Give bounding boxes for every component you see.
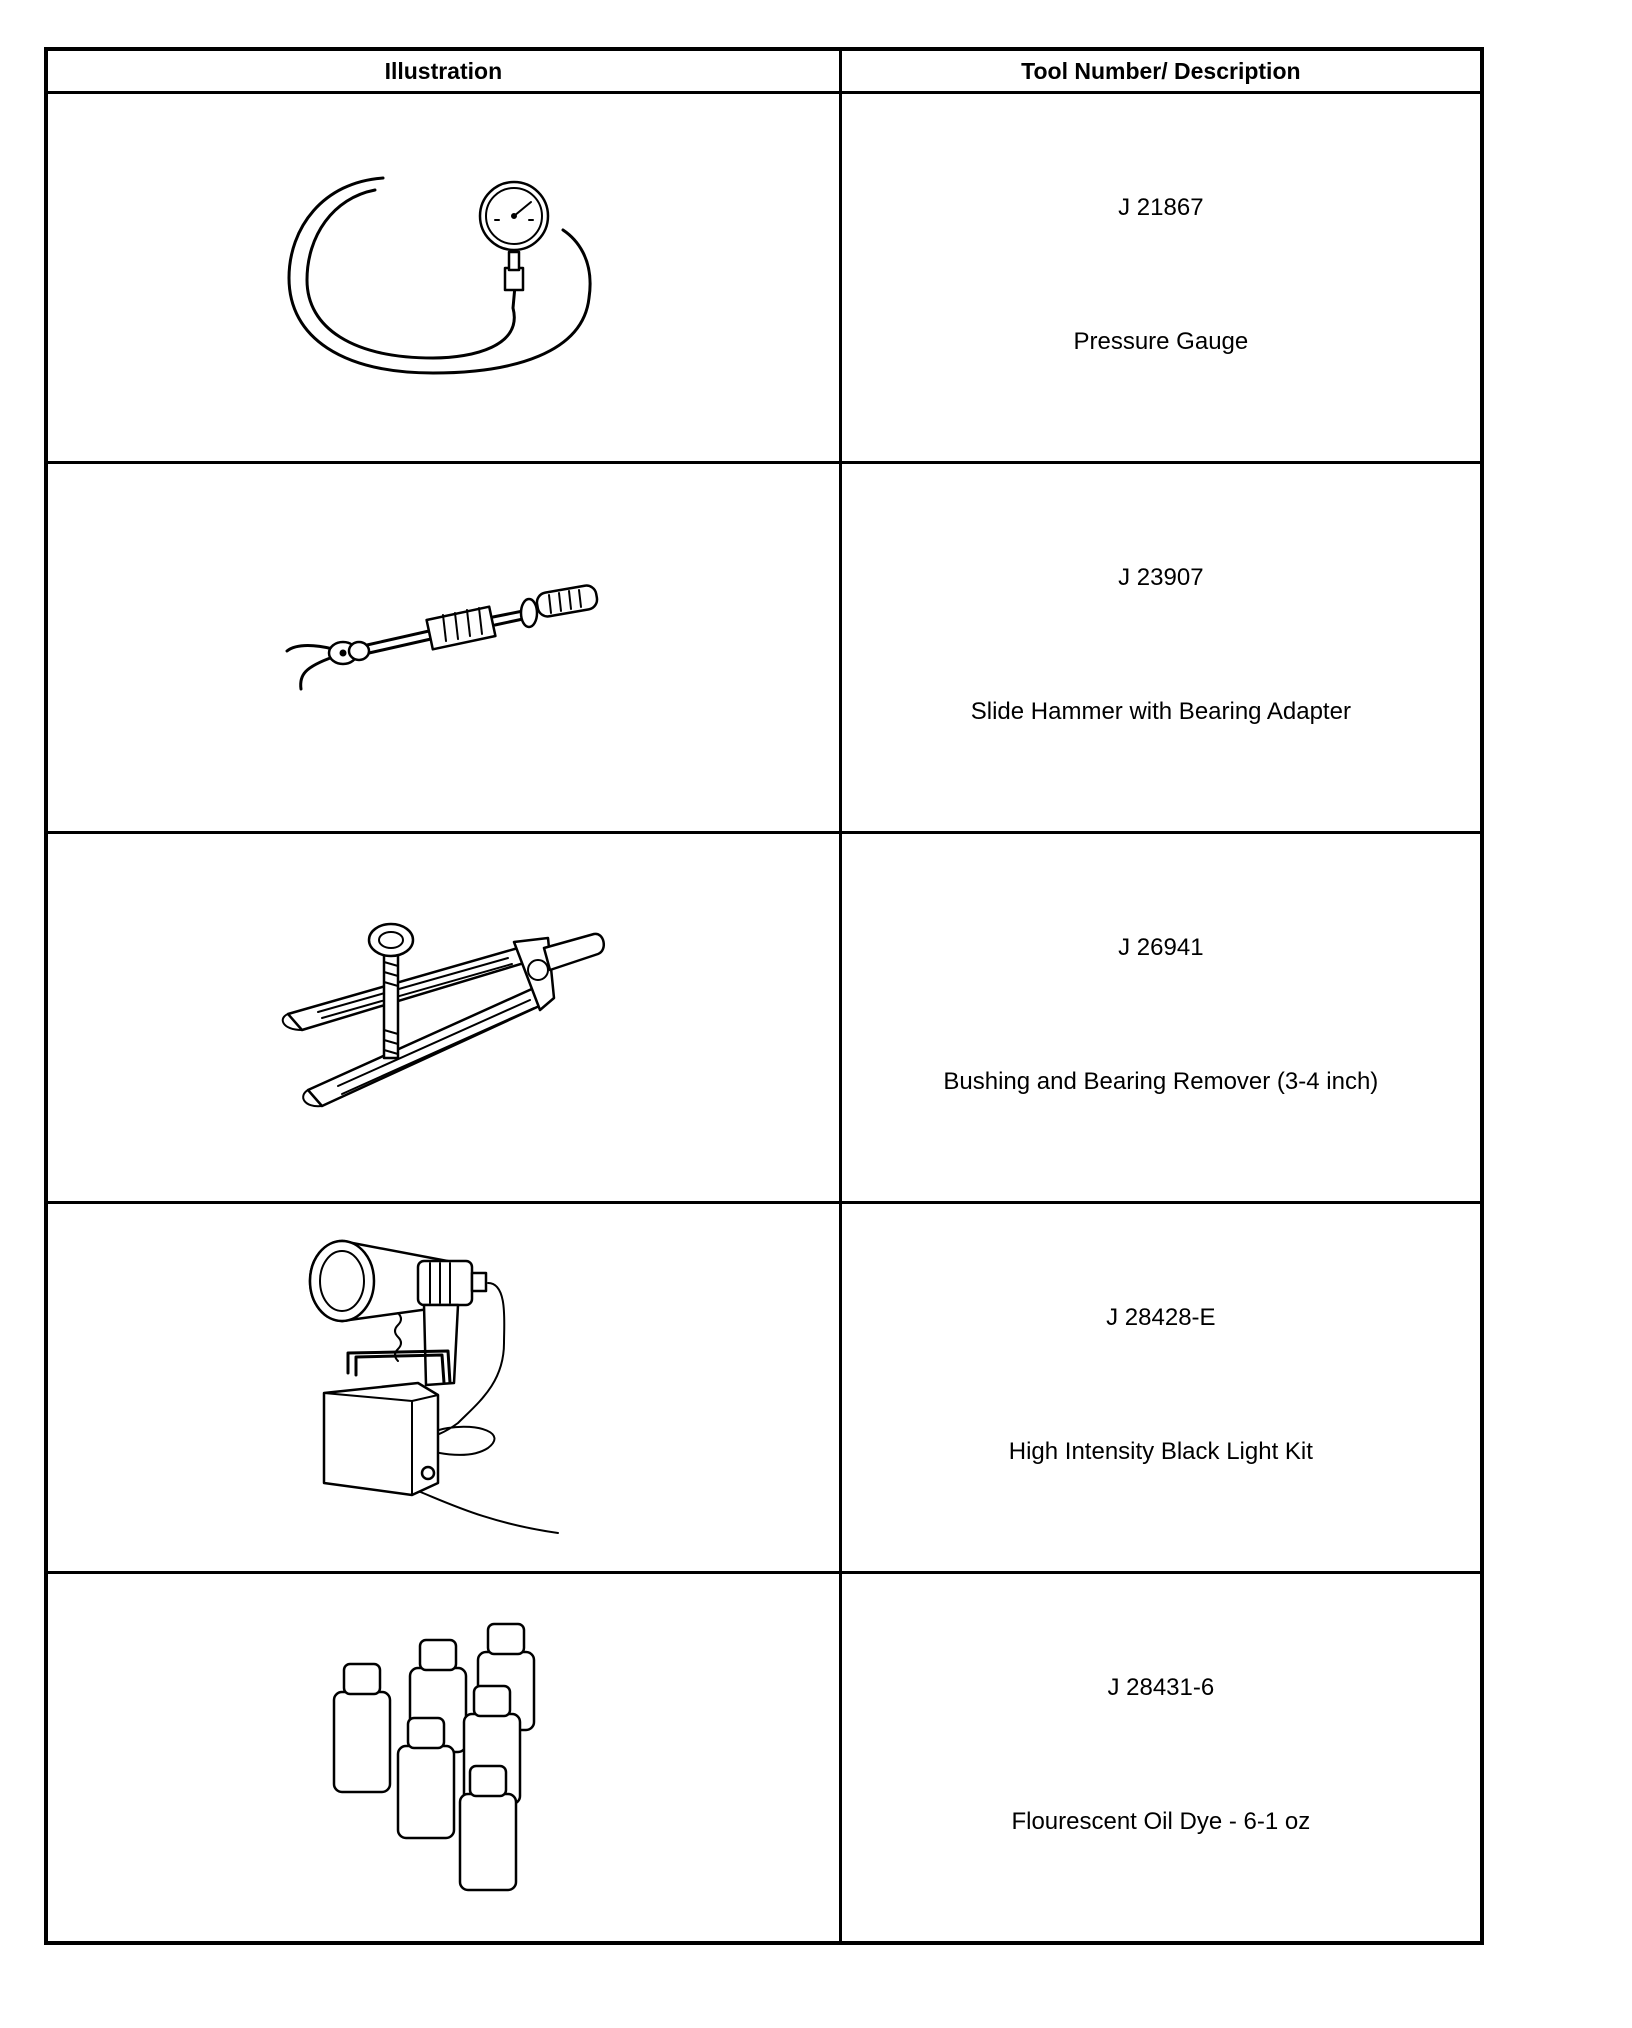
tool-number: J 28428-E <box>1106 1304 1216 1331</box>
description-cell <box>840 93 1482 463</box>
table-row <box>46 1203 1482 1573</box>
slide-hammer-icon <box>283 583 603 713</box>
oil-dye-bottles-icon <box>328 1618 558 1898</box>
bearing-remover-icon <box>278 918 608 1118</box>
tool-description: Bushing and Bearing Remover (3-4 inch) <box>943 1068 1379 1095</box>
header-illustration: Illustration <box>46 49 840 93</box>
tool-description: Pressure Gauge <box>1073 328 1249 355</box>
description-cell <box>840 1203 1482 1573</box>
table-header-row <box>46 49 1482 93</box>
black-light-kit-icon <box>308 1233 578 1543</box>
tool-number: J 21867 <box>1118 194 1204 221</box>
description-cell <box>840 1573 1482 1944</box>
tool-description: Slide Hammer with Bearing Adapter <box>970 698 1351 725</box>
table-row <box>46 463 1482 833</box>
dye-bottle <box>334 1664 390 1792</box>
table-row <box>46 833 1482 1203</box>
special-tools-table <box>44 47 1484 1945</box>
table-row <box>46 93 1482 463</box>
pressure-gauge-icon <box>283 168 603 388</box>
description-cell <box>840 833 1482 1203</box>
illustration-cell <box>46 463 840 833</box>
tool-number: J 28431-6 <box>1107 1674 1215 1701</box>
illustration-cell <box>46 93 840 463</box>
tool-description: High Intensity Black Light Kit <box>1008 1438 1313 1465</box>
table-row <box>46 1573 1482 1944</box>
tool-description: Flourescent Oil Dye - 6-1 oz <box>1011 1808 1311 1835</box>
tool-number: J 26941 <box>1118 934 1204 961</box>
illustration-cell <box>46 833 840 1203</box>
description-cell <box>840 463 1482 833</box>
illustration-cell <box>46 1573 840 1944</box>
tool-number: J 23907 <box>1118 564 1204 591</box>
header-tool-description: Tool Number/ Description <box>840 49 1482 93</box>
illustration-cell <box>46 1203 840 1573</box>
